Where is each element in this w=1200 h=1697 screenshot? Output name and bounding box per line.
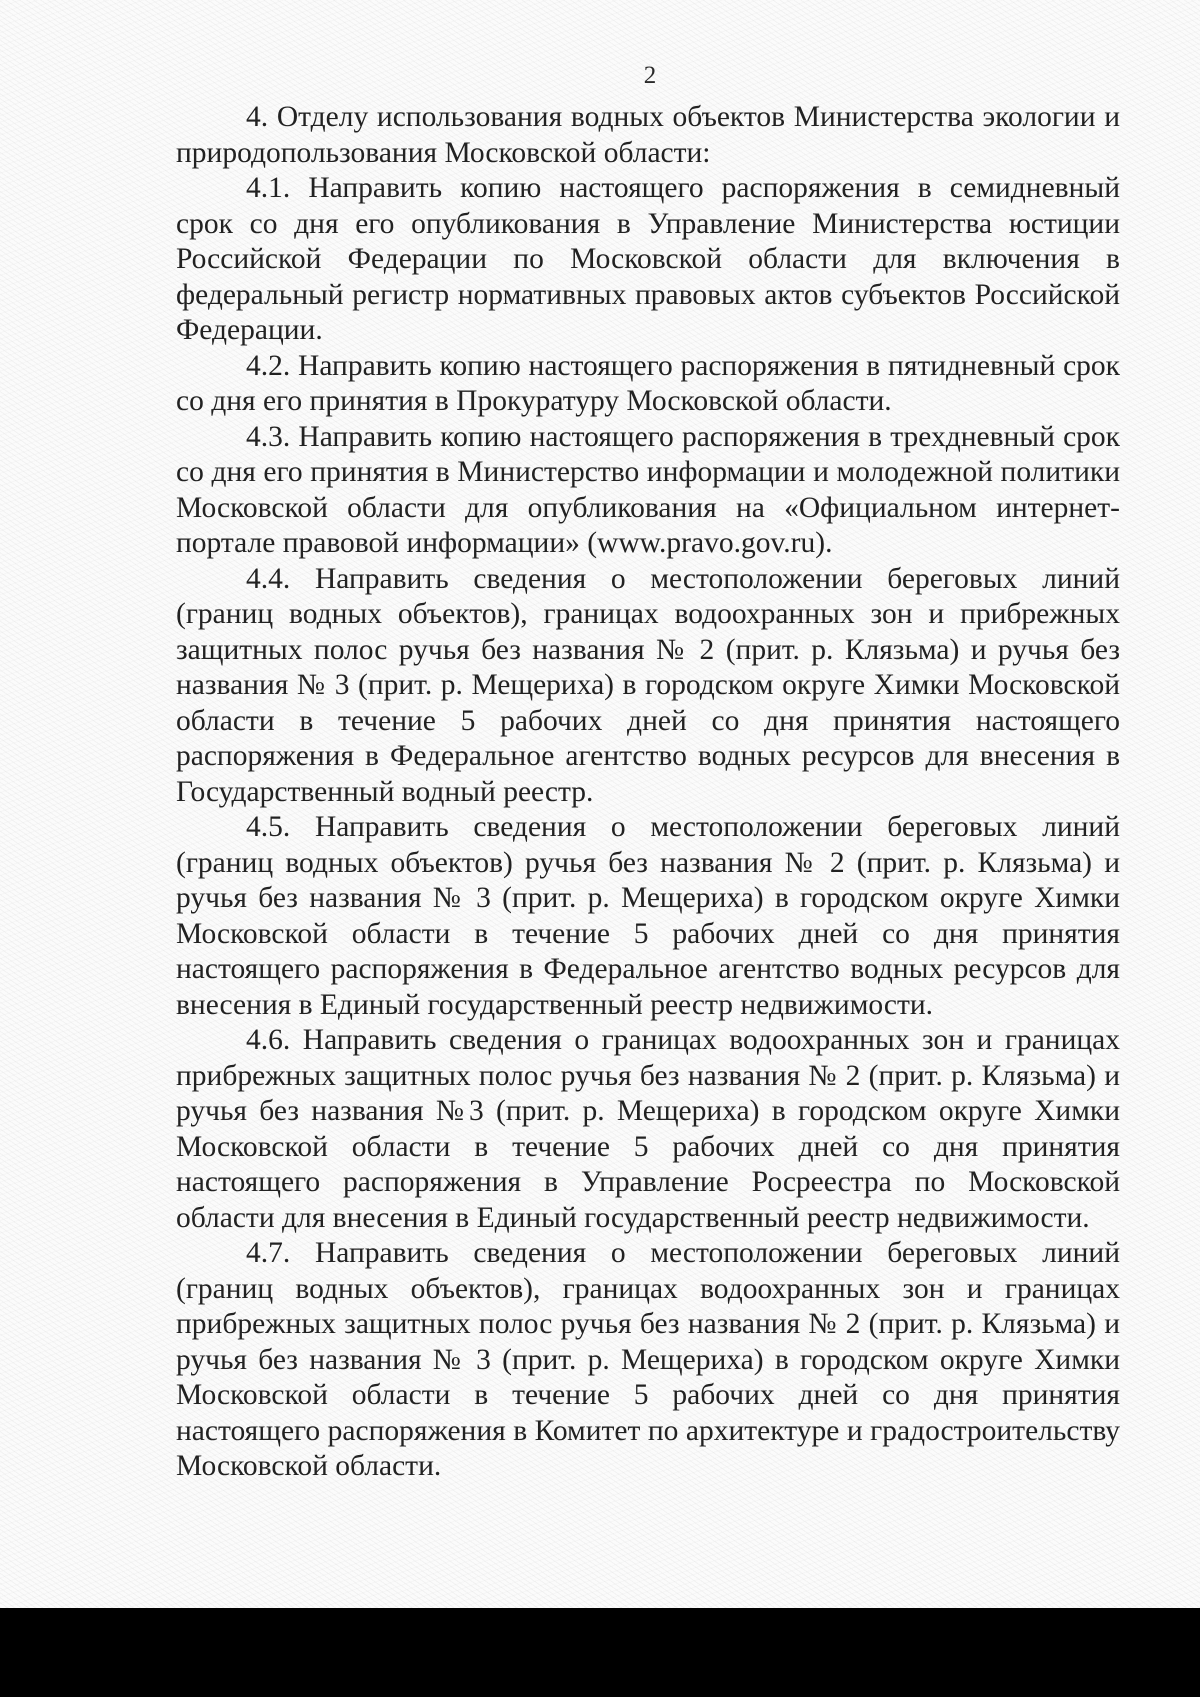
paragraph-4-4: 4.4. Направить сведения о местоположении береговых линий (границ водных объектов), границах водоохранных зон и прибрежных защитных полос ручья без названия № 2 (прит. р. Клязьма) и ручья без названия № 3 (прит. р. Мещериха) в городском округе Химки Московской области в течение 5 рабочих дней со дня принятия настоящего распоряжения в Федеральное агентство водных ресурсов для внесения в Государственный водный реестр.	[176, 562, 1120, 808]
paragraph-4-2: 4.2. Направить копию настоящего распоряжения в пятидневный срок со дня его принятия в Прокуратуру Московской области.	[176, 349, 1120, 417]
paragraph-4-1: 4.1. Направить копию настоящего распоряжения в семидневный срок со дня его опубликования в Управление Министерства юстиции Российской Федерации по Московской области для включения в федеральный регистр нормативных правовых актов субъектов Российской Федерации.	[176, 172, 1120, 346]
scan-bottom-black-bar	[0, 1608, 1200, 1697]
paragraph-4-5: 4.5. Направить сведения о местоположении береговых линий (границ водных объектов) ручья без названия № 2 (прит. р. Клязьма) и ручья без названия № 3 (прит. р. Мещериха) в городском округе Химки Московской области в течение 5 рабочих дней со дня принятия настоящего распоряжения в Федеральное агентство водных ресурсов для внесения в Единый государственный реестр недвижимости.	[176, 811, 1120, 1021]
paragraph-4: 4. Отделу использования водных объектов Министерства экологии и природопользования Московской области:	[176, 101, 1120, 169]
document-body	[176, 100, 1120, 1485]
paragraph-4-6: 4.6. Направить сведения о границах водоохранных зон и границах прибрежных защитных полос ручья без названия № 2 (прит. р. Клязьма) и ручья без названия №3 (прит. р. Мещериха) в городском округе Химки Московской области в течение 5 рабочих дней со дня принятия настоящего распоряжения в Управление Росреестра по Московской области для внесения в Единый государственный реестр недвижимости.	[176, 1024, 1120, 1234]
paragraph-4-3: 4.3. Направить копию настоящего распоряжения в трехдневный срок со дня его принятия в Министерство информации и молодежной политики Московской области для опубликования на «Официальном интернет-портале правовой информации» (www.pravo.gov.ru).	[176, 420, 1120, 559]
page-number: 2	[643, 62, 657, 89]
paragraph-4-7: 4.7. Направить сведения о местоположении береговых линий (границ водных объектов), границах водоохранных зон и границах прибрежных защитных полос ручья без названия № 2 (прит. р. Клязьма) и ручья без названия № 3 (прит. р. Мещериха) в городском округе Химки Московской области в течение 5 рабочих дней со дня принятия настоящего распоряжения в Комитет по архитектуре и градостроительству Московской области.	[176, 1237, 1120, 1482]
